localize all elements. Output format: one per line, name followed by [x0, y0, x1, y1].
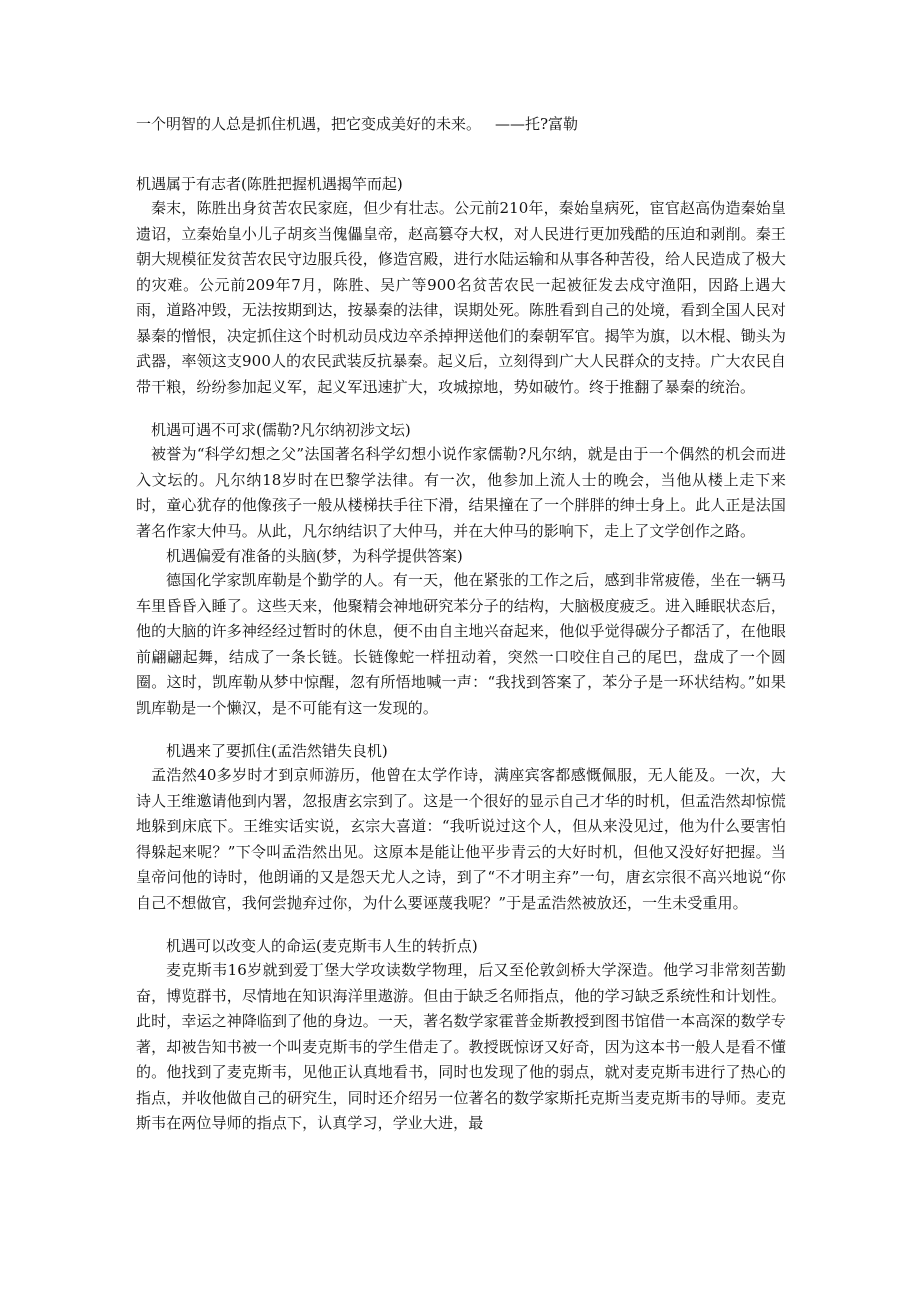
- section-heading: 机遇属于有志者(陈胜把握机遇揭竿而起): [136, 175, 403, 193]
- section-body: 孟浩然40多岁时才到京师游历，他曾在太学作诗，满座宾客都感慨佩服，无人能及。一次，大诗人王维邀请他到内署，忽报唐玄宗到了。这是一个很好的显示自己才华的时机，但孟浩然却惊慌地躲到床底下。王维实话实说，玄宗大喜道：“我听说过这个人，但从来没见过，他为什么要害怕得躲起来呢？”下令叫孟浩然出见。这原本是能让他平步青云的大好时机，但他又没好好把握。当皇帝问他的诗时，他朗诵的又是怨天尤人之诗，到了“不才明主弃”一句，唐玄宗很不高兴地说“你自己不想做官，我何尝抛弃过你，为什么要诬蔑我呢？”于是孟浩然被放还，一生未受重用。: [136, 766, 786, 912]
- section-kekule: [136, 544, 786, 721]
- section-body: 麦克斯韦16岁就到爱丁堡大学攻读数学物理，后又至伦敦剑桥大学深造。他学习非常刻苦勤奋，博览群书，尽情地在知识海洋里遨游。但由于缺乏名师指点，他的学习缺乏系统性和计划性。此时，幸运之神降临到了他的身边。一天，著名数学家霍普金斯教授到图书馆借一本高深的数学专著，却被告知书被一个叫麦克斯韦的学生借走了。教授既惊讶又好奇，因为这本书一般人是看不懂的。他找到了麦克斯韦，见他正认真地看书，同时也发现了他的弱点，就对麦克斯韦进行了热心的指点，并收他做自己的研究生，同时还介绍另一位著名的数学家斯托克斯当麦克斯韦的导师。麦克斯韦在两位导师的指点下，认真学习，学业大进，最: [136, 961, 786, 1132]
- spacer: [136, 154, 786, 172]
- section-heading: 机遇可以改变人的命运(麦克斯韦人生的转折点): [166, 937, 478, 955]
- section-body: 德国化学家凯库勒是个勤学的人。有一天，他在紧张的工作之后，感到非常疲倦，坐在一辆马车里昏昏入睡了。这些天来，他聚精会神地研究苯分子的结构，大脑极度疲乏。进入睡眠状态后，他的大脑的许多神经经过暂时的休息，便不由自主地兴奋起来，他似乎觉得碳分子都活了，在他眼前翩翩起舞，结成了一条长链。长链像蛇一样扭动着，突然一口咬住自己的尾巴，盘成了一个圆圈。这时，凯库勒从梦中惊醒，忽有所悟地喊一声：“我找到答案了，苯分子是一环状结构。”如果凯库勒是一个懒汉，是不可能有这一发现的。: [136, 571, 786, 717]
- section-jules-verne: [136, 418, 786, 544]
- spacer: [136, 400, 786, 418]
- spacer: [136, 721, 786, 739]
- quote-text: 一个明智的人总是抓住机遇，把它变成美好的未来。: [136, 115, 482, 133]
- section-chen-sheng: [136, 172, 786, 400]
- section-maxwell: [136, 934, 786, 1137]
- spacer: [136, 916, 786, 934]
- section-heading: 机遇来了要抓住(孟浩然错失良机): [166, 742, 388, 760]
- opening-quote: [136, 112, 786, 136]
- section-body: 秦末，陈胜出身贫苦农民家庭，但少有壮志。公元前210年，秦始皇病死，宦官赵高伪造秦始皇遗诏，立秦始皇小儿子胡亥当傀儡皇帝，赵高篡夺大权，对人民进行更加残酷的压迫和剥削。秦王朝大规模征发贫苦农民守边服兵役，修造宫殿，进行水陆运输和从事各种苦役，给人民造成了极大的灾难。公元前209年7月，陈胜、吴广等900名贫苦农民一起被征发去戍守渔阳，因路上遇大雨，道路冲毁，无法按期到达，按暴秦的法律，误期处死。陈胜看到自己的处境，看到全国人民对暴秦的憎恨，决定抓住这个时机动员戍边卒杀掉押送他们的秦朝军官。揭竿为旗，以木棍、锄头为武器，率领这支900人的农民武装反抗暴秦。起义后，立刻得到广大人民群众的支持。广大农民自带干粮，纷纷参加起义军，起义军迅速扩大，攻城掠地，势如破竹。终于推翻了暴秦的统治。: [136, 199, 786, 396]
- document-page: [136, 112, 786, 1137]
- section-heading: 机遇偏爱有准备的头脑(梦，为科学提供答案): [166, 547, 463, 565]
- quote-author: ——托?富勒: [495, 115, 579, 133]
- section-heading: 机遇可遇不可求(儒勒?凡尔纳初涉文坛): [151, 421, 411, 439]
- section-body: 被誉为“科学幻想之父”法国著名科学幻想小说作家儒勒?凡尔纳，就是由于一个偶然的机会而进入文坛的。凡尔纳18岁时在巴黎学法律。有一次，他参加上流人士的晚会，当他从楼上走下来时，童心犹存的他像孩子一般从楼梯扶手往下滑，结果撞在了一个胖胖的绅士身上。此人正是法国著名作家大仲马。从此，凡尔纳结识了大仲马，并在大仲马的影响下，走上了文学创作之路。: [136, 445, 786, 540]
- section-meng-haoran: [136, 739, 786, 916]
